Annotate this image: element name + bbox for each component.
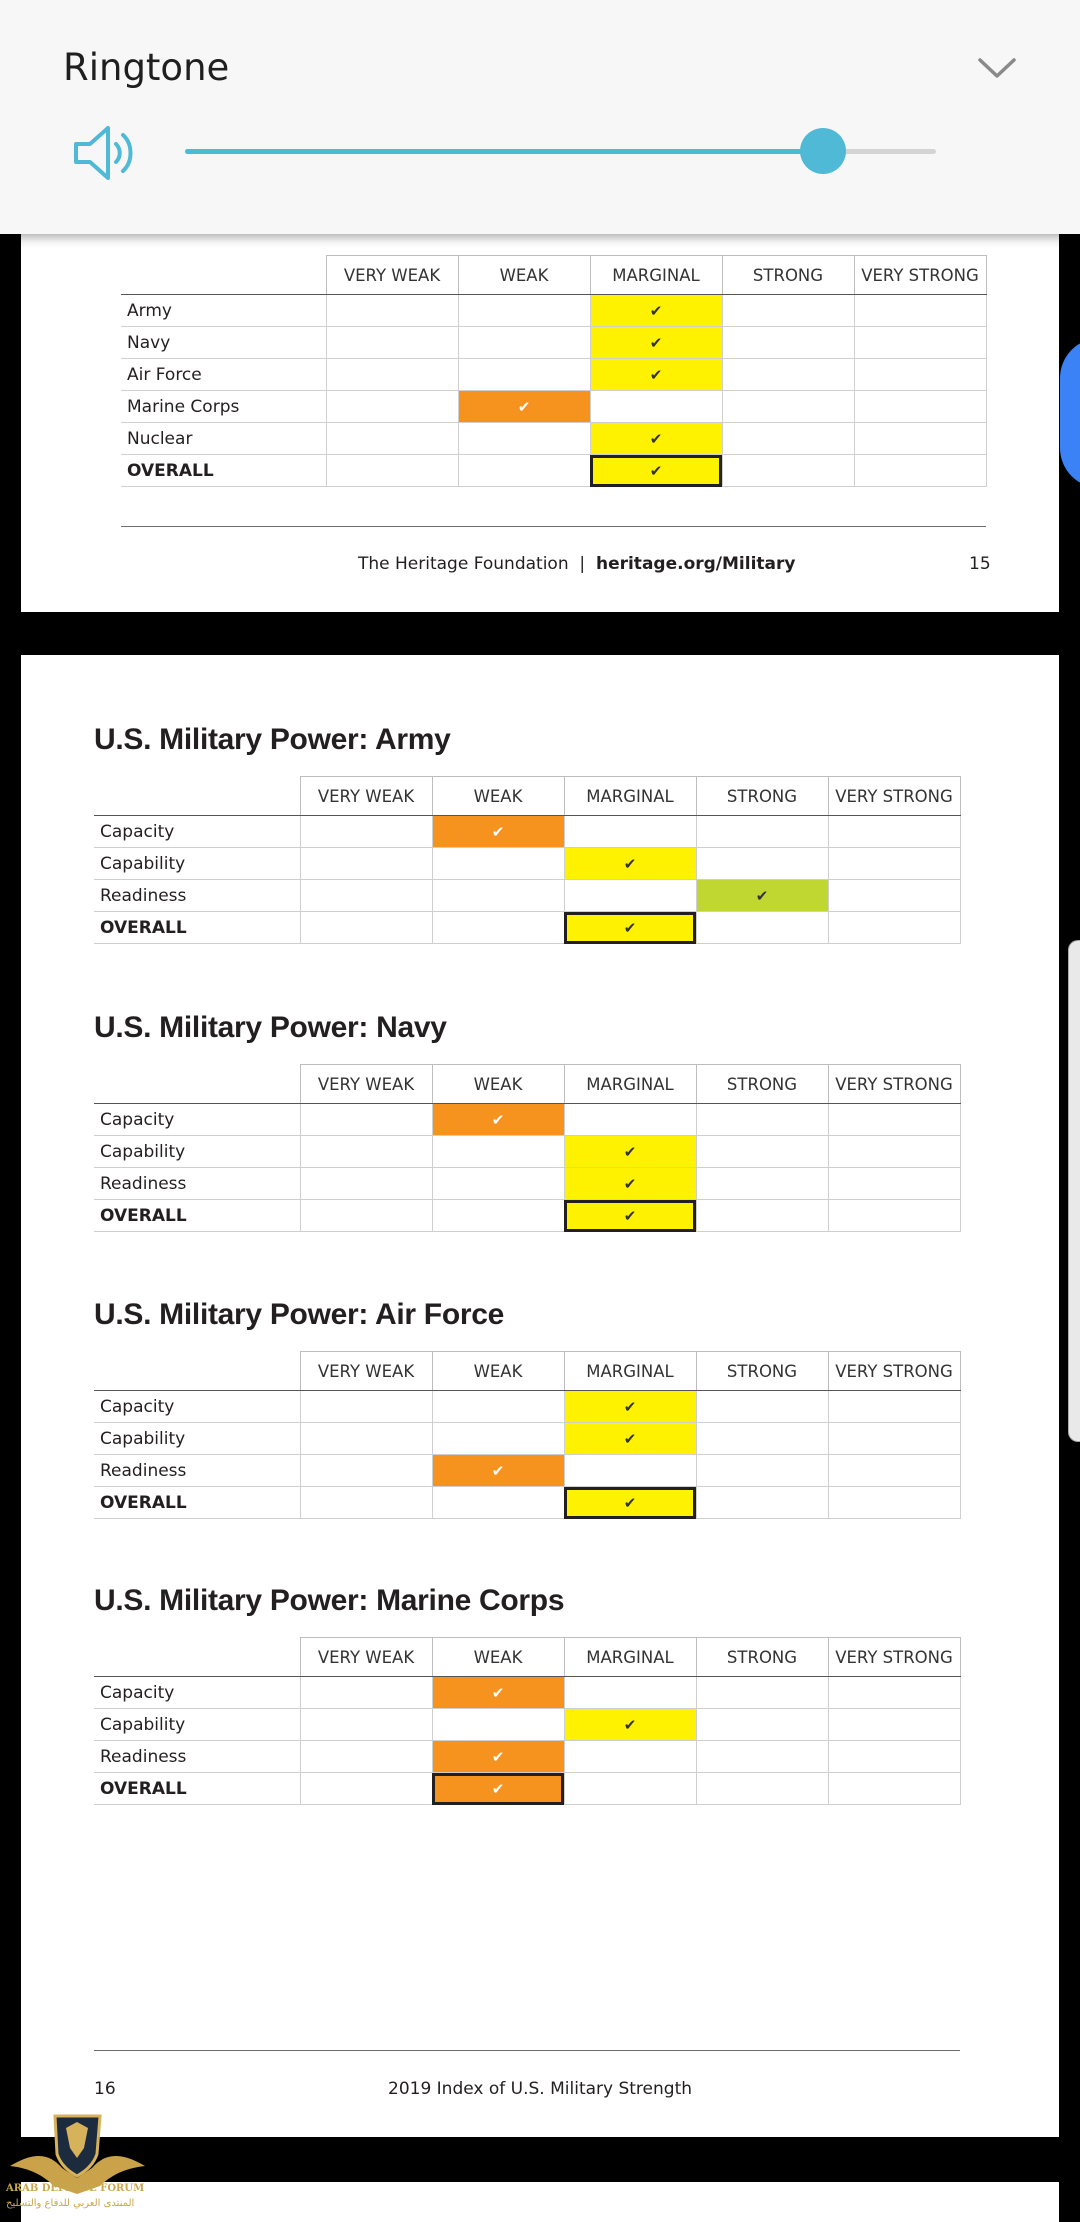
navy-rating-table	[94, 1064, 961, 1232]
rating-empty-cell	[326, 423, 458, 455]
rating-empty-cell	[300, 1455, 432, 1487]
check-icon: ✔	[517, 397, 531, 416]
rating-empty-cell	[696, 1455, 828, 1487]
column-header-weak: WEAK	[432, 777, 564, 816]
table-row	[94, 1168, 960, 1200]
column-header-very-weak: VERY WEAK	[300, 1352, 432, 1391]
row-label: Readiness	[94, 1168, 300, 1200]
rating-check-cell	[564, 1487, 696, 1519]
rating-empty-cell	[828, 1487, 960, 1519]
rating-check-cell	[590, 455, 722, 487]
column-header-marginal: MARGINAL	[564, 1638, 696, 1677]
page-16	[21, 655, 1059, 2137]
column-header-very-strong: VERY STRONG	[828, 777, 960, 816]
column-header-marginal: MARGINAL	[564, 1352, 696, 1391]
row-label: OVERALL	[94, 1200, 300, 1232]
rating-empty-cell	[828, 1136, 960, 1168]
check-icon: ✔	[623, 1397, 637, 1416]
column-header-very-weak: VERY WEAK	[300, 777, 432, 816]
army-rating-table	[94, 776, 961, 944]
rating-empty-cell	[722, 423, 854, 455]
row-label: OVERALL	[121, 455, 326, 487]
row-label: Nuclear	[121, 423, 326, 455]
volume-slider-fill	[185, 149, 823, 154]
column-header-strong: STRONG	[696, 1638, 828, 1677]
rating-empty-cell	[432, 848, 564, 880]
row-label: Capacity	[94, 1677, 300, 1709]
footer-rule	[94, 2050, 960, 2051]
check-icon: ✔	[491, 1461, 505, 1480]
rating-empty-cell	[854, 423, 986, 455]
chevron-down-icon[interactable]	[977, 56, 1017, 80]
rating-check-cell	[696, 880, 828, 912]
rating-empty-cell	[300, 1200, 432, 1232]
rating-empty-cell	[828, 1455, 960, 1487]
column-header-strong: STRONG	[696, 1352, 828, 1391]
rating-empty-cell	[854, 455, 986, 487]
rating-check-cell	[432, 1455, 564, 1487]
row-label: Capacity	[94, 1391, 300, 1423]
rating-empty-cell	[300, 880, 432, 912]
rating-empty-cell	[828, 1200, 960, 1232]
marine-corps-rating-table	[94, 1637, 961, 1805]
rating-empty-cell	[696, 1741, 828, 1773]
check-icon: ✔	[623, 1174, 637, 1193]
row-label: Readiness	[94, 880, 300, 912]
row-label: Capability	[94, 1709, 300, 1741]
publication-title: 2019 Index of U.S. Military Strength	[388, 2079, 693, 2099]
check-icon: ✔	[649, 333, 663, 352]
column-header-very-weak: VERY WEAK	[326, 256, 458, 295]
rating-empty-cell	[432, 912, 564, 944]
check-icon: ✔	[623, 1429, 637, 1448]
rating-empty-cell	[300, 1741, 432, 1773]
rating-check-cell	[432, 816, 564, 848]
rating-empty-cell	[696, 1391, 828, 1423]
check-icon: ✔	[491, 1747, 505, 1766]
rating-empty-cell	[696, 1136, 828, 1168]
rating-empty-cell	[300, 816, 432, 848]
column-header-weak: WEAK	[458, 256, 590, 295]
rating-check-cell	[564, 1200, 696, 1232]
header-blank-cell	[94, 1352, 300, 1391]
rating-empty-cell	[300, 1168, 432, 1200]
table-row	[121, 423, 986, 455]
rating-empty-cell	[300, 1136, 432, 1168]
watermark-arabic: المنتدى العربي للدفاع والتسليح	[6, 2198, 135, 2209]
check-icon: ✔	[491, 1110, 505, 1129]
rating-empty-cell	[564, 1741, 696, 1773]
rating-empty-cell	[696, 1487, 828, 1519]
rating-check-cell	[590, 359, 722, 391]
rating-empty-cell	[564, 1455, 696, 1487]
volume-slider[interactable]	[185, 149, 936, 154]
rating-empty-cell	[432, 1168, 564, 1200]
rating-empty-cell	[722, 455, 854, 487]
edge-scroll-handle[interactable]	[1068, 940, 1080, 1442]
table-row	[94, 816, 960, 848]
footer-org: The Heritage Foundation | heritage.org/Military	[358, 554, 796, 574]
rating-empty-cell	[300, 1773, 432, 1805]
table-row	[94, 880, 960, 912]
rating-check-cell	[564, 848, 696, 880]
column-header-very-weak: VERY WEAK	[300, 1065, 432, 1104]
table-row	[121, 359, 986, 391]
rating-empty-cell	[854, 327, 986, 359]
column-header-very-strong: VERY STRONG	[854, 256, 986, 295]
check-icon: ✔	[649, 461, 663, 480]
table-row	[121, 455, 986, 487]
rating-empty-cell	[458, 327, 590, 359]
rating-empty-cell	[854, 359, 986, 391]
check-icon: ✔	[623, 1142, 637, 1161]
rating-check-cell	[458, 391, 590, 423]
rating-empty-cell	[432, 1136, 564, 1168]
check-icon: ✔	[623, 918, 637, 937]
rating-empty-cell	[828, 1423, 960, 1455]
rating-check-cell	[590, 327, 722, 359]
table-row	[94, 1709, 960, 1741]
rating-empty-cell	[564, 1773, 696, 1805]
row-label: Army	[121, 295, 326, 327]
rating-empty-cell	[458, 423, 590, 455]
rating-empty-cell	[564, 1104, 696, 1136]
rating-empty-cell	[300, 1423, 432, 1455]
rating-empty-cell	[432, 1391, 564, 1423]
column-header-strong: STRONG	[696, 777, 828, 816]
table-row	[94, 1200, 960, 1232]
floating-edge-button[interactable]	[1060, 338, 1080, 488]
check-icon: ✔	[649, 429, 663, 448]
rating-empty-cell	[696, 1104, 828, 1136]
row-label: OVERALL	[94, 1773, 300, 1805]
section-title-navy: U.S. Military Power: Navy	[94, 1011, 447, 1044]
rating-empty-cell	[432, 1487, 564, 1519]
rating-empty-cell	[696, 912, 828, 944]
table-row	[94, 1487, 960, 1519]
table-row	[94, 912, 960, 944]
check-icon: ✔	[491, 822, 505, 841]
rating-empty-cell	[326, 359, 458, 391]
column-header-weak: WEAK	[432, 1065, 564, 1104]
rating-empty-cell	[828, 816, 960, 848]
section-title-marine-corps: U.S. Military Power: Marine Corps	[94, 1584, 565, 1617]
column-header-weak: WEAK	[432, 1638, 564, 1677]
rating-empty-cell	[458, 295, 590, 327]
rating-empty-cell	[300, 912, 432, 944]
rating-empty-cell	[696, 1773, 828, 1805]
table-row	[94, 1677, 960, 1709]
rating-empty-cell	[828, 1104, 960, 1136]
row-label: Readiness	[94, 1455, 300, 1487]
row-label: OVERALL	[94, 1487, 300, 1519]
watermark-name: ARAB DEFENSE FORUM	[6, 2183, 145, 2194]
check-icon: ✔	[755, 886, 769, 905]
column-header-weak: WEAK	[432, 1352, 564, 1391]
rating-empty-cell	[564, 816, 696, 848]
rating-empty-cell	[722, 295, 854, 327]
air-force-rating-table	[94, 1351, 961, 1519]
check-icon: ✔	[649, 365, 663, 384]
rating-empty-cell	[300, 1391, 432, 1423]
rating-check-cell	[432, 1773, 564, 1805]
table-row	[121, 295, 986, 327]
rating-empty-cell	[828, 1391, 960, 1423]
column-header-very-strong: VERY STRONG	[828, 1638, 960, 1677]
volume-slider-thumb[interactable]	[800, 128, 846, 174]
row-label: Navy	[121, 327, 326, 359]
column-header-marginal: MARGINAL	[564, 1065, 696, 1104]
row-label: Air Force	[121, 359, 326, 391]
rating-empty-cell	[722, 327, 854, 359]
rating-check-cell	[564, 1168, 696, 1200]
check-icon: ✔	[649, 301, 663, 320]
rating-check-cell	[564, 912, 696, 944]
rating-empty-cell	[458, 455, 590, 487]
rating-empty-cell	[696, 816, 828, 848]
column-header-marginal: MARGINAL	[590, 256, 722, 295]
rating-empty-cell	[432, 880, 564, 912]
rating-empty-cell	[326, 455, 458, 487]
rating-empty-cell	[828, 1773, 960, 1805]
check-icon: ✔	[623, 1206, 637, 1225]
column-header-very-strong: VERY STRONG	[828, 1352, 960, 1391]
rating-empty-cell	[696, 1709, 828, 1741]
rating-empty-cell	[326, 295, 458, 327]
rating-check-cell	[564, 1136, 696, 1168]
rating-empty-cell	[696, 1200, 828, 1232]
header-blank-cell	[94, 1638, 300, 1677]
rating-empty-cell	[696, 848, 828, 880]
header-blank-cell	[121, 256, 326, 295]
row-label: OVERALL	[94, 912, 300, 944]
rating-empty-cell	[722, 359, 854, 391]
rating-empty-cell	[432, 1423, 564, 1455]
page-17	[21, 2182, 1059, 2222]
rating-empty-cell	[590, 391, 722, 423]
check-icon: ✔	[491, 1779, 505, 1798]
rating-empty-cell	[828, 880, 960, 912]
row-label: Capability	[94, 1136, 300, 1168]
rating-empty-cell	[854, 295, 986, 327]
section-title-army: U.S. Military Power: Army	[94, 723, 451, 756]
footer-url[interactable]: heritage.org/Military	[595, 554, 796, 574]
rating-empty-cell	[326, 327, 458, 359]
rating-empty-cell	[564, 1677, 696, 1709]
table-row	[94, 1391, 960, 1423]
rating-empty-cell	[326, 391, 458, 423]
page-number: 15	[969, 554, 991, 574]
table-row	[94, 1741, 960, 1773]
rating-empty-cell	[300, 1677, 432, 1709]
rating-empty-cell	[828, 1677, 960, 1709]
table-row	[94, 848, 960, 880]
page-number: 16	[94, 2079, 116, 2099]
rating-empty-cell	[458, 359, 590, 391]
rating-empty-cell	[300, 848, 432, 880]
row-label: Capacity	[94, 1104, 300, 1136]
rating-empty-cell	[432, 1709, 564, 1741]
rating-empty-cell	[432, 1200, 564, 1232]
rating-check-cell	[432, 1741, 564, 1773]
column-header-strong: STRONG	[722, 256, 854, 295]
check-icon: ✔	[623, 854, 637, 873]
rating-empty-cell	[722, 391, 854, 423]
rating-check-cell	[564, 1391, 696, 1423]
rating-check-cell	[564, 1423, 696, 1455]
rating-check-cell	[564, 1709, 696, 1741]
rating-check-cell	[432, 1677, 564, 1709]
column-header-very-weak: VERY WEAK	[300, 1638, 432, 1677]
rating-empty-cell	[696, 1423, 828, 1455]
volume-stream-title: Ringtone	[63, 46, 230, 89]
table-row	[94, 1136, 960, 1168]
volume-panel	[0, 0, 1080, 234]
table-row	[94, 1104, 960, 1136]
row-label: Capability	[94, 1423, 300, 1455]
rating-empty-cell	[854, 391, 986, 423]
rating-empty-cell	[828, 1741, 960, 1773]
row-label: Marine Corps	[121, 391, 326, 423]
row-label: Capacity	[94, 816, 300, 848]
table-row	[121, 327, 986, 359]
speaker-volume-icon[interactable]	[72, 122, 138, 184]
page-15	[21, 234, 1059, 612]
rating-check-cell	[432, 1104, 564, 1136]
rating-empty-cell	[828, 1168, 960, 1200]
rating-check-cell	[590, 423, 722, 455]
rating-empty-cell	[300, 1104, 432, 1136]
rating-empty-cell	[300, 1487, 432, 1519]
check-icon: ✔	[623, 1493, 637, 1512]
section-title-air-force: U.S. Military Power: Air Force	[94, 1298, 504, 1331]
rating-empty-cell	[828, 912, 960, 944]
column-header-strong: STRONG	[696, 1065, 828, 1104]
rating-check-cell	[590, 295, 722, 327]
rating-empty-cell	[828, 848, 960, 880]
column-header-very-strong: VERY STRONG	[828, 1065, 960, 1104]
table-row	[94, 1455, 960, 1487]
row-label: Readiness	[94, 1741, 300, 1773]
check-icon: ✔	[491, 1683, 505, 1702]
column-header-marginal: MARGINAL	[564, 777, 696, 816]
row-label: Capability	[94, 848, 300, 880]
check-icon: ✔	[623, 1715, 637, 1734]
header-blank-cell	[94, 777, 300, 816]
summary-rating-table	[121, 255, 987, 487]
footer-rule	[121, 526, 986, 527]
table-row	[94, 1773, 960, 1805]
rating-empty-cell	[696, 1677, 828, 1709]
rating-empty-cell	[696, 1168, 828, 1200]
table-row	[121, 391, 986, 423]
table-row	[94, 1423, 960, 1455]
header-blank-cell	[94, 1065, 300, 1104]
rating-empty-cell	[300, 1709, 432, 1741]
rating-empty-cell	[564, 880, 696, 912]
rating-empty-cell	[828, 1709, 960, 1741]
